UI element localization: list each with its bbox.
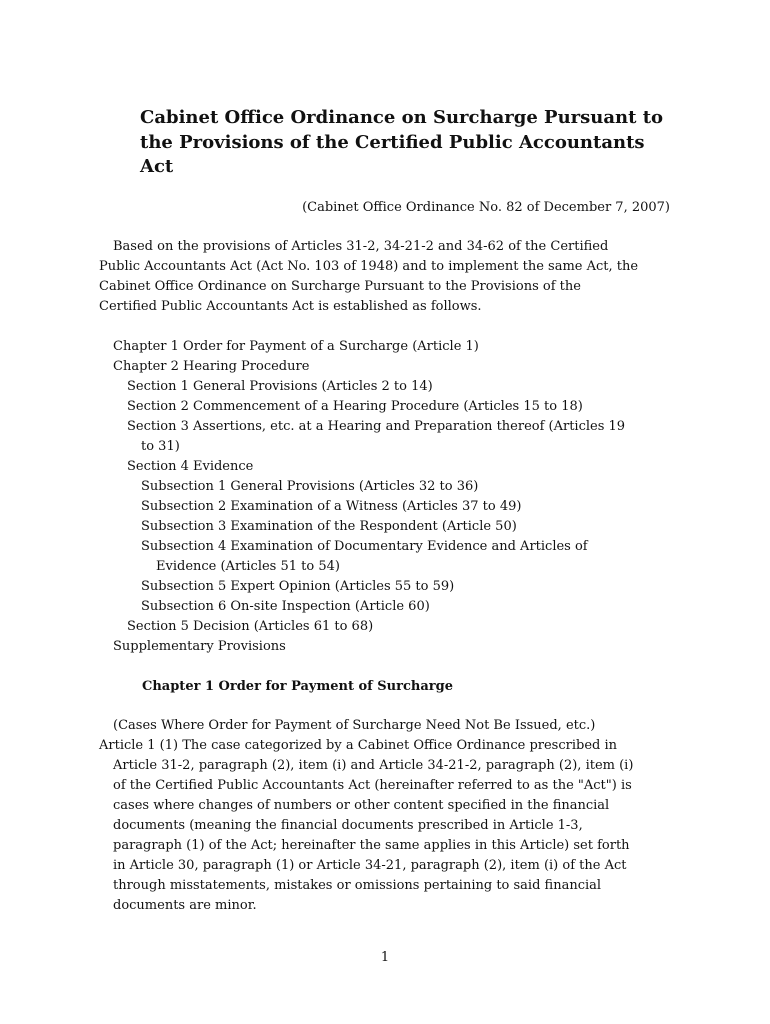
preamble-line: Certified Public Accountants Act is established as follows. <box>99 299 482 314</box>
toc-section: Section 2 Commencement of a Hearing Procedure (Articles 15 to 18) <box>127 399 583 414</box>
toc-subsection-continuation: Evidence (Articles 51 to 54) <box>156 559 340 574</box>
article-line: documents are minor. <box>113 898 257 913</box>
toc-subsection: Subsection 4 Examination of Documentary Evidence and Articles of <box>141 539 588 554</box>
table-of-contents <box>99 337 679 657</box>
article-line: Article 1 (1) The case categorized by a Cabinet Office Ordinance prescribed in <box>99 738 618 753</box>
ordinance-number: (Cabinet Office Ordinance No. 82 of December 7, 2007) <box>302 200 670 215</box>
preamble-line: Based on the provisions of Articles 31-2, 34-21-2 and 34-62 of the Certified <box>113 239 609 254</box>
toc-subsection: Subsection 1 General Provisions (Articles 32 to 36) <box>141 479 479 494</box>
article-line: through misstatements, mistakes or omissions pertaining to said financial <box>113 878 602 893</box>
toc-subsection: Subsection 6 On-site Inspection (Article 60) <box>141 599 430 614</box>
document-title <box>140 106 700 180</box>
toc-chapter: Chapter 2 Hearing Procedure <box>113 359 310 374</box>
title-line: the Provisions of the Certified Public Accountants <box>140 131 645 153</box>
article-caption: (Cases Where Order for Payment of Surcharge Need Not Be Issued, etc.) <box>113 718 596 733</box>
toc-chapter: Chapter 1 Order for Payment of a Surcharge (Article 1) <box>113 339 479 354</box>
chapter-heading: Chapter 1 Order for Payment of Surcharge <box>142 679 453 694</box>
article-line: documents (meaning the financial documents prescribed in Article 1-3, <box>113 818 583 833</box>
toc-subsection: Subsection 5 Expert Opinion (Articles 55 to 59) <box>141 579 455 594</box>
toc-section: Section 4 Evidence <box>127 459 254 474</box>
preamble-line: Public Accountants Act (Act No. 103 of 1948) and to implement the same Act, the <box>99 259 639 274</box>
toc-supplementary: Supplementary Provisions <box>113 639 286 654</box>
article-line: cases where changes of numbers or other content specified in the financial <box>113 798 610 813</box>
article-line: Article 31-2, paragraph (2), item (i) and Article 34-21-2, paragraph (2), item (i) <box>113 758 634 773</box>
article-line: in Article 30, paragraph (1) or Article 34-21, paragraph (2), item (i) of the Act <box>113 858 627 873</box>
toc-section: Section 3 Assertions, etc. at a Hearing and Preparation thereof (Articles 19 <box>127 419 626 434</box>
toc-subsection: Subsection 3 Examination of the Respondent (Article 50) <box>141 519 517 534</box>
preamble-line: Cabinet Office Ordinance on Surcharge Pursuant to the Provisions of the <box>99 279 581 294</box>
preamble <box>99 237 679 317</box>
toc-section: Section 1 General Provisions (Articles 2 to 14) <box>127 379 433 394</box>
toc-section: Section 5 Decision (Articles 61 to 68) <box>127 619 374 634</box>
title-line: Cabinet Office Ordinance on Surcharge Pursuant to <box>140 107 664 128</box>
title-line: Act <box>140 156 174 177</box>
toc-subsection: Subsection 2 Examination of a Witness (Articles 37 to 49) <box>141 499 522 514</box>
article-1 <box>99 716 679 916</box>
article-line: of the Certified Public Accountants Act (hereinafter referred to as the "Act") is <box>113 778 632 793</box>
toc-section-continuation: to 31) <box>141 439 180 454</box>
article-line: paragraph (1) of the Act; hereinafter the same applies in this Article) set forth <box>113 838 630 853</box>
page-number: 1 <box>380 950 390 965</box>
